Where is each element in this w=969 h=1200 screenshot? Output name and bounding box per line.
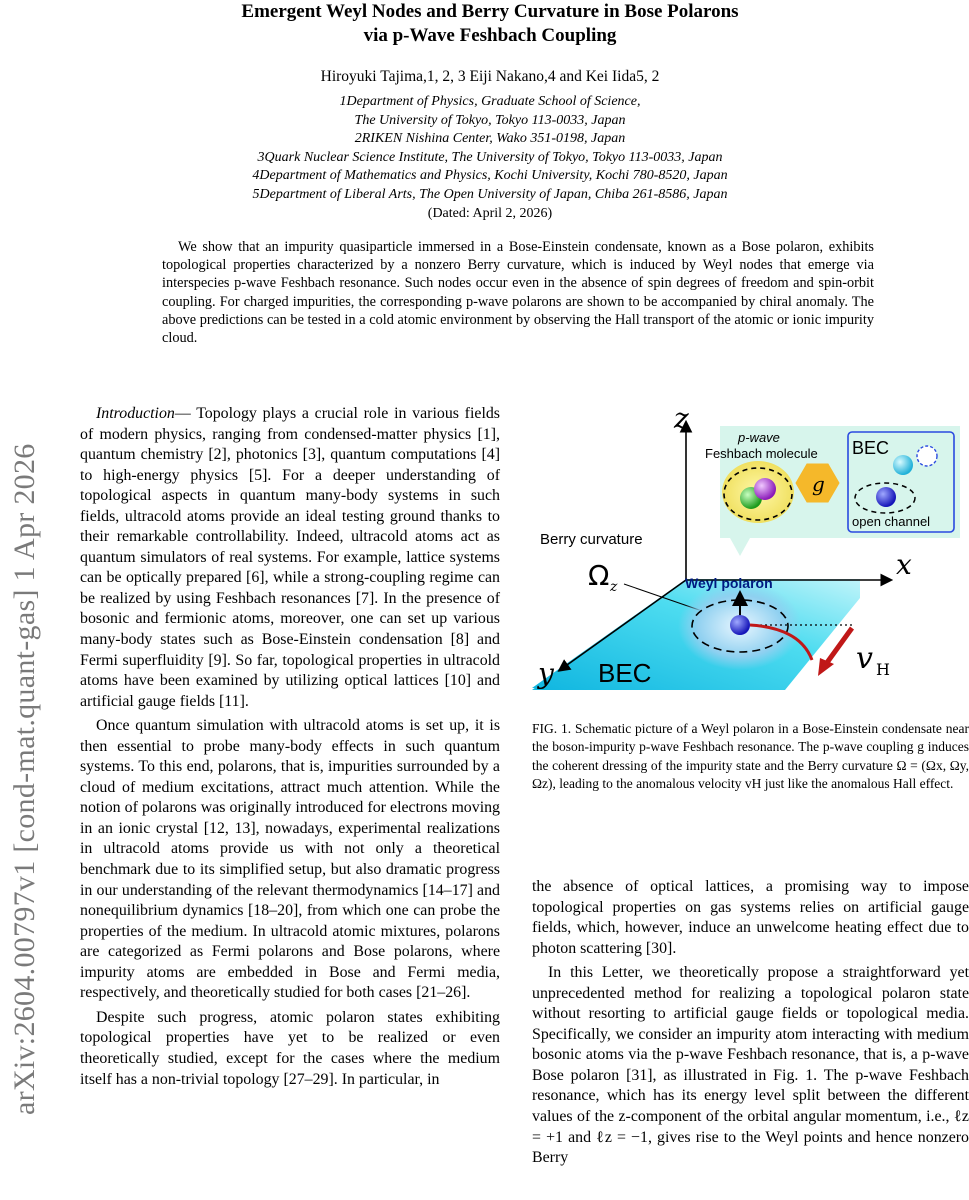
anomalous-velocity-arrowhead — [818, 658, 834, 676]
inset-pointer — [730, 538, 750, 556]
affiliations — [150, 93, 830, 223]
affiliation-5: 5Department of Liberal Arts, The Open University of Japan, Chiba 261-8586, Japan — [252, 186, 728, 202]
figure-1 — [530, 398, 969, 708]
arxiv-identifier: arXiv:2604.00797v1 [cond-mat.quant-gas] 1 Apr 2026 — [8, 443, 41, 1115]
figure-caption: FIG. 1. Schematic picture of a Weyl polaron in a Bose-Einstein condensate near the boson-impurity p-wave Feshbach resonance. The p-wave coupling g induces the coherent dressing of the impurity state and the Berry curvature Ω = (Ωx, Ωy, Ωz), leading to the anomalous velocity vH just like the anomalous Hall effect. — [532, 721, 969, 791]
axis-label-z: z — [674, 402, 689, 435]
weyl-polaron-impurity — [730, 615, 750, 635]
title-line-2: via p-Wave Feshbach Coupling — [363, 25, 617, 46]
bec-boson-ghost — [917, 446, 937, 466]
omega-subscript: z — [610, 579, 618, 595]
left-column — [80, 404, 500, 1090]
molecule-impurity — [754, 478, 776, 500]
body-paragraph-3: Despite such progress, atomic polaron states exhibiting topological properties have yet to be realized or even theoretically studied, except for the cases where the medium itself has a non-trivial topology [27–29]. In particular, in — [80, 1008, 500, 1088]
intro-paragraph — [80, 404, 500, 712]
open-channel-label: open channel — [852, 514, 931, 529]
affiliation-1b: The University of Tokyo, Tokyo 113-0033, Japan — [354, 112, 626, 128]
affiliation-4: 4Department of Mathematics and Physics, Kochi University, Kochi 780-8520, Japan — [252, 168, 728, 184]
body-paragraph-2: Once quantum simulation with ultracold atoms is set up, it is then essential to probe many-body effects in such quantum systems. To this end, polarons, that is, impurities surrounded by a cloud of medium excitations, attract much attention. While the notion of polarons was originally introduced for electrons moving in an ionic crystal [12, 13], nowadays, experimental realizations in ultracold atoms provide us with not only a theoretical benchmark due to its simplified setup, but also dramatic progress in our understanding of the relevant thermodynamics [14–17] and nonequilibrium dynamics [18–20], from which one can probe the properties of the medium. In ultracold atomic mixtures, polarons are categorized as Fermi polarons and Bose polarons, where impurity atoms are embedded in Bose and Fermi media, respectively, and theoretically studied for both cases [21–26]. — [80, 717, 500, 1002]
author-list: Hiroyuki Tajima,1, 2, 3 Eiji Nakano,4 and Kei Iida5, 2 — [320, 68, 660, 85]
weyl-polaron-label: Weyl polaron — [685, 575, 773, 591]
right-paragraph-1: the absence of optical lattices, a promising way to impose topological properties on gas systems relies on artificial gauge fields, which, however, induce an unwelcome heating effect due to photon scattering [30]. — [532, 878, 969, 957]
omega-label: Ω — [588, 559, 610, 592]
right-paragraph-2: In this Letter, we theoretically propose a straightforward yet unprecedented method for realizing a topological polaron state without resorting to artificial gauge fields or topological media. Specifically, we consider an impurity atom interacting with medium bosonic atoms via the p-wave Feshbach resonance, that is, a p-wave Bose polaron [31], as illustrated in Fig. 1. The p-wave Feshbach resonance, which has its energy level split between the different values of the z-component of the orbital angular momentum, i.e., ℓz = +1 and ℓz = −1, gives rise to the Weyl points and hence nonzero Berry — [532, 964, 969, 1167]
intro-heading: Introduction — [96, 405, 175, 422]
velocity-label: v — [856, 641, 873, 676]
affiliation-2: 2RIKEN Nishina Center, Wako 351-0198, Japan — [354, 131, 626, 147]
bec-floor-label: BEC — [598, 658, 652, 688]
paper-title — [150, 0, 830, 48]
axis-label-x: x — [896, 548, 912, 581]
date-line: (Dated: April 2, 2026) — [427, 205, 553, 221]
coupling-g-label: g — [812, 472, 825, 496]
open-channel-impurity — [876, 487, 896, 507]
figure-1-svg — [530, 398, 969, 708]
bec-inset-label: BEC — [852, 438, 890, 458]
inset-pwave-label: p-wave — [738, 430, 780, 445]
right-column — [532, 877, 969, 1169]
abstract: We show that an impurity quasiparticle immersed in a Bose-Einstein condensate, known as a Bose polaron, exhibits topological properties characterized by a nonzero Berry curvature, which is induced by Weyl nodes that emerge via interspecies p-wave Feshbach resonance. Such nodes occur even in the absence of spin degrees of freedom and spin-orbit coupling. For charged impurities, the corresponding p-wave polarons are shown to be accompanied by chiral anomaly. The above predictions can be tested in a cold atomic environment by observing the Hall transport of the atomic or ionic impurity cloud. — [162, 239, 874, 347]
velocity-subscript: H — [876, 660, 890, 679]
title-line-1: Emergent Weyl Nodes and Berry Curvature in Bose Polarons — [241, 1, 739, 22]
axis-label-y: y — [538, 657, 554, 690]
berry-curvature-label: Berry curvature — [540, 531, 643, 548]
affiliation-1a: 1Department of Physics, Graduate School of Science, — [339, 94, 641, 109]
bec-boson-ball — [893, 455, 913, 475]
inset-feshbach-label: Feshbach molecule — [705, 446, 818, 461]
affiliation-3: 3Quark Nuclear Science Institute, The University of Tokyo, Tokyo 113-0033, Japan — [257, 149, 723, 165]
intro-text: — Topology plays a crucial role in various fields of modern physics, ranging from condensed-matter physics [1], quantum chemistry [2], photonics [3], quantum computations [4] to high-energy physics [5]. For a deeper understanding of topological aspects in quantum many-body systems in such fields, ultracold atoms provide an ideal testing ground thanks to their remarkable controllability. Indeed, ultracold atoms act as quantum simulators of real systems. For example, lattice systems can be optically prepared [6], while a strong-coupling regime can be realized by using Feshbach resonances [7]. In the presence of bosonic and fermionic atoms, moreover, one can set up various many-body states such as Bose-Einstein condensation [8] and Fermi superfluidity [9]. So far, topological properties in ultracold atoms have been examined by utilizing optical lattices [10] and artificial gauge fields [11]. — [80, 405, 500, 710]
